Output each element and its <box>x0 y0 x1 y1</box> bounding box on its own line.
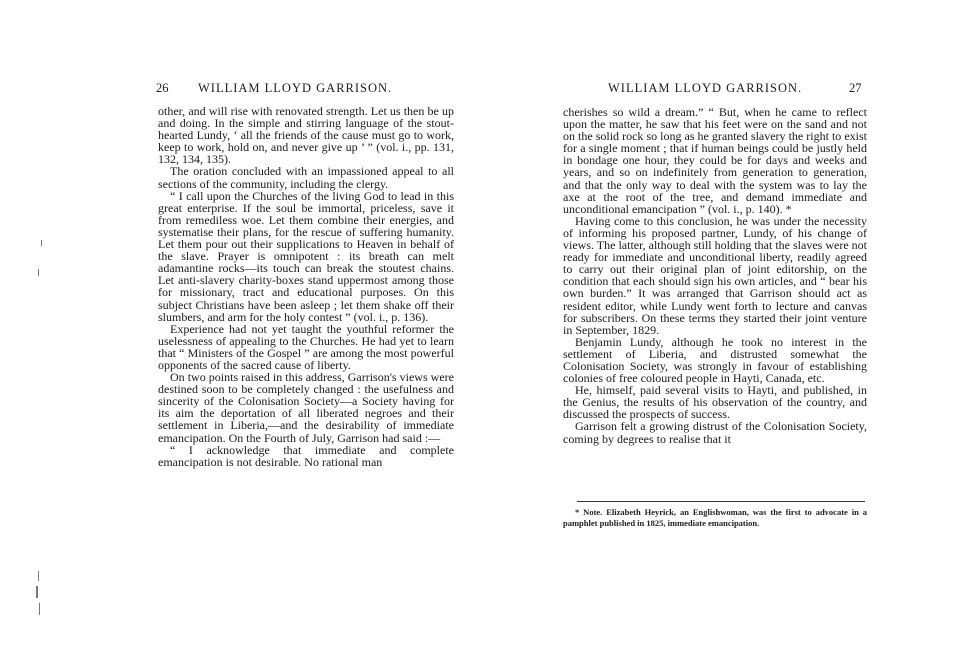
paragraph: “ I acknowledge that immediate and complete emancipation is not desirable. No rational man <box>158 442 454 469</box>
paragraph: Garrison felt a growing distrust of the Colonisation Society, coming by degrees to realise that it <box>563 419 867 446</box>
page-number: 27 <box>849 81 862 95</box>
margin-mark <box>39 603 40 615</box>
paragraph: Benjamin Lundy, although he took no interest in the settlement of Liberia, and distrusted somewhat the Colonisation Society, was strongly in favour of establishing colonies of free coloured people in Hayti, Canada, etc. <box>563 334 867 386</box>
running-head: WILLIAM LLOYD GARRISON. <box>608 81 803 95</box>
paragraph: On two points raised in this address, Garrison's views were destined soon to be completely changed : the usefulness and sincerity of the Colonisation Society—a Society having for its aim the deportation of all liberated negroes and their settlement in Liberia,—and the desirability of immediate emancipation. On the Fourth of July, Garrison had said :— <box>158 370 454 445</box>
body-text <box>563 106 867 445</box>
margin-mark <box>38 571 39 581</box>
paragraph: The oration concluded with an impassioned appeal to all sections of the community, including the clergy. <box>158 164 454 191</box>
margin-mark <box>38 269 39 276</box>
margin-mark <box>41 240 42 246</box>
paragraph: other, and will rise with renovated strength. Let us then be up and doing. In the simple and stirring language of the stout-hearted Lundy, ‘ all the friends of the cause must go to work, keep to work, hold on, and never give up ’ ” (vol. i., pp. 131, 132, 134, 135). <box>158 104 454 167</box>
footnote <box>563 507 867 528</box>
right-page <box>490 0 980 649</box>
page-number: 26 <box>156 81 169 95</box>
paragraph: He, himself, paid several visits to Hayti, and published, in the Genius, the results of his observation of the country, and discussed the prospects of success. <box>563 383 867 422</box>
paragraph: “ I call upon the Churches of the living God to lead in this great enterprise. If the soul be immortal, priceless, save it from remediless woe. Let them combine their energies, and systematise their plans, for the rescue of suffering humanity. Let them pour out their supplications to Heaven in behalf of the slave. Prayer is omnipotent : its breath can melt adamantine rocks—its touch can break the stoutest chains. Let anti-slavery charity-boxes stand uppermost among those for missionary, tract and educational purposes. On this subject Christians have been asleep ; let them shake off their slumbers, and arm for the holy contest ” (vol. i., p. 136). <box>158 188 454 324</box>
paragraph: cherishes so wild a dream.” “ But, when he came to reflect upon the matter, he saw that his feet were on the sand and not on the solid rock so long as he granted slavery the right to exist for a single moment ; that if human beings could be justly held in bondage one hour, they could be for days and weeks and years, and so on indefinitely from generation to generation, and that the only way to deal with the system was to lay the axe at the root of the tree, and demand immediate and unconditional emancipation ” (vol. i., p. 140). * <box>563 105 867 216</box>
body-text <box>158 105 454 468</box>
footnote-text: * Note. Elizabeth Heyrick, an Englishwoman, was the first to advocate in a pamphlet published in 1825, immediate emancipation. <box>563 507 867 528</box>
footnote-rule <box>577 501 865 502</box>
running-head: WILLIAM LLOYD GARRISON. <box>198 81 393 95</box>
paragraph: Experience had not yet taught the youthful reformer the uselessness of appealing to the Churches. He had yet to learn that “ Ministers of the Gospel ” are among the most powerful opponents of the sacred cause of liberty. <box>158 321 454 372</box>
paragraph: Having come to this conclusion, he was under the necessity of informing his proposed partner, Lundy, of his change of views. The latter, although still holding that the slaves were not ready for immediate and unconditional liberty, readily agreed to carry out their original plan of joint editorship, on the condition that each should sign his own articles, and “ bear his own burden.” It was arranged that Garrison should act as resident editor, while Lundy went forth to lecture and canvas for subscribers. On these terms they started their joint venture in September, 1829. <box>563 213 867 337</box>
margin-mark <box>36 586 38 598</box>
